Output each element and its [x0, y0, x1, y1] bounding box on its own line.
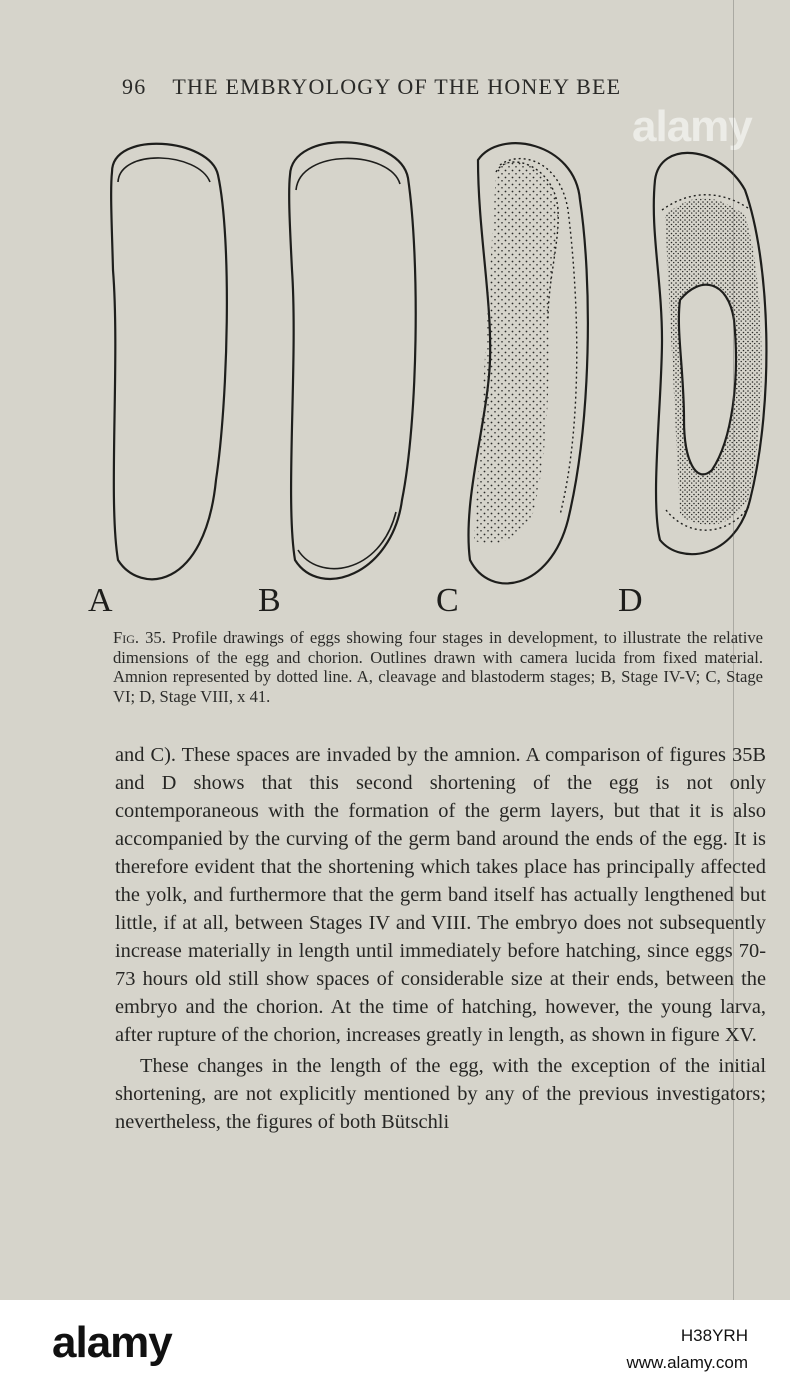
panel-label-b: B [258, 582, 281, 619]
egg-d-outline [654, 153, 767, 554]
egg-a-outline [111, 144, 227, 580]
panel-label-c: C [436, 582, 459, 619]
egg-b-outline [289, 142, 416, 579]
paragraph: and C). These spaces are invaded by the amnion. A comparison of figures 35B and D shows that this second shortening of the egg is not only contemporaneous with the formation of the germ layers, but that it is also accompanied by the curving of the germ band around the ends of the egg. It is therefore evident that the shortening which takes place has principally affected the yolk, and furthermore that the germ band itself has actually lengthened but little, if at all, between Stages IV and VIII. The embryo does not subsequently increase materially in length until immediately before hatching, since eggs 70-73 hours old still show spaces of considerable size at their ends, between the embryo and the chorion. At the time of hatching, however, the young larva, after rupture of the chorion, increases greatly in length, as shown in figure XV. [115, 744, 766, 1046]
egg-drawings [0, 120, 790, 625]
watermark-logo: alamy [632, 102, 752, 151]
running-head [122, 74, 722, 100]
caption-fig-label: Fig. 35. [113, 628, 166, 647]
stock-logo: alamy [52, 1318, 172, 1367]
figure-caption [113, 628, 763, 706]
paragraph: These changes in the length of the egg, with the exception of the initial shortening, are not explicitly mentioned by any of the previous investigators; nevertheless, the figures of both Bütschli [115, 1055, 766, 1133]
figure-35 [0, 120, 790, 625]
running-title: THE EMBRYOLOGY OF THE HONEY BEE [172, 74, 622, 99]
image-id: H38YRH [680, 1326, 748, 1345]
panel-label-d: D [618, 582, 643, 619]
panel-label-a: A [88, 582, 113, 619]
page-number: 96 [122, 74, 147, 99]
egg-c-outline [468, 143, 587, 583]
stock-url: www.alamy.com [626, 1353, 748, 1372]
stock-meta [626, 1322, 748, 1376]
body-text [115, 741, 766, 1136]
caption-text: Profile drawings of eggs showing four stages in development, to illustrate the relative dimensions of the egg and chorion. Outlines drawn with camera lucida from fixed material. Amnion represented by dotted line. A, cleavage and blastoderm stages; B, Stage IV-V; C, Stage VI; D, Stage VIII, x 41. [113, 628, 763, 706]
